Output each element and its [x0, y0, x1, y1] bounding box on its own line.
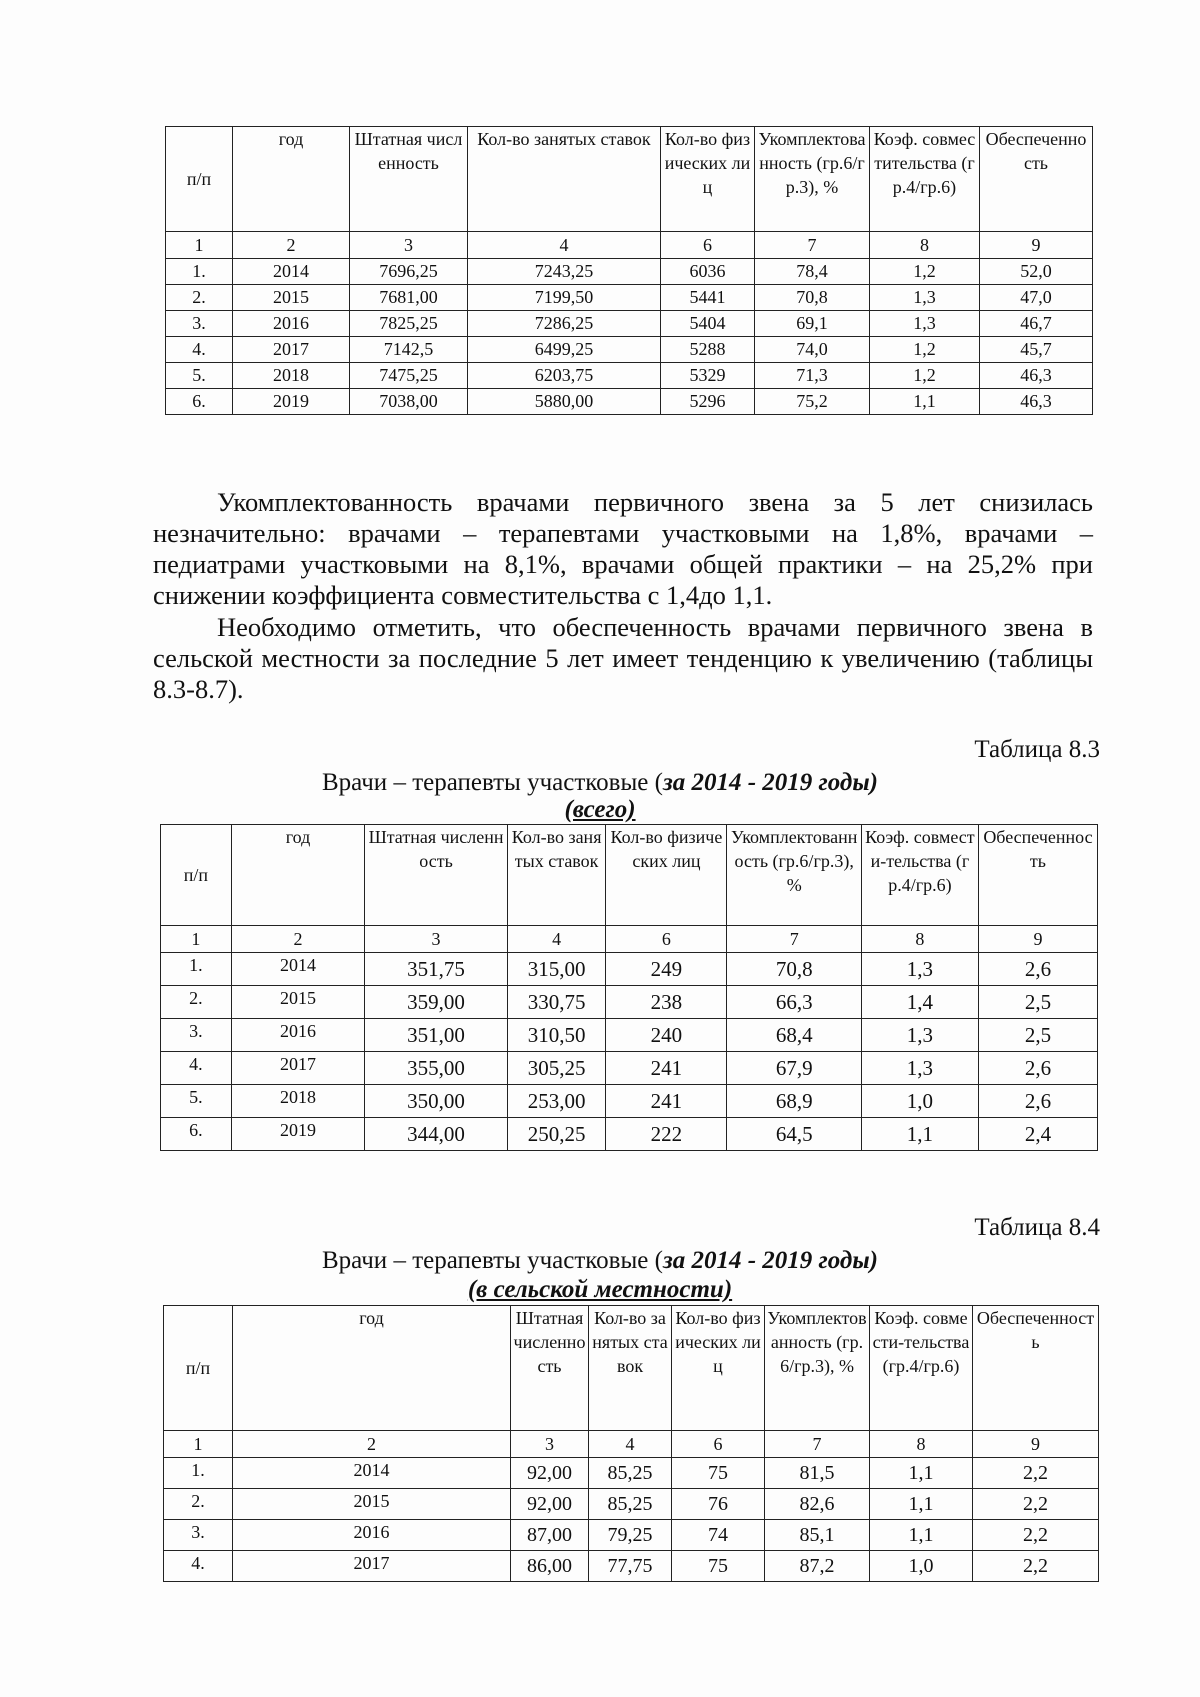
table-cell: 87,2: [765, 1551, 870, 1582]
table-cell: 240: [606, 1019, 727, 1052]
column-number: 6: [672, 1431, 765, 1458]
table-cell: 355,00: [365, 1052, 508, 1085]
table-cell: 70,8: [727, 953, 861, 986]
table-cell: 1,2: [870, 363, 980, 389]
column-number: 7: [755, 232, 870, 259]
column-number: 9: [973, 1431, 1099, 1458]
table-cell: 52,0: [980, 259, 1093, 285]
table-cell: 77,75: [589, 1551, 672, 1582]
table-cell: 74: [672, 1520, 765, 1551]
table-cell: 250,25: [507, 1118, 606, 1151]
header-cell: Обеспеченность: [978, 825, 1097, 926]
table-row: [161, 1019, 1098, 1052]
column-number: 2: [231, 926, 364, 953]
table-cell: 2,2: [973, 1520, 1099, 1551]
table-row: [166, 285, 1093, 311]
column-number: 1: [164, 1431, 233, 1458]
table-cell: 85,25: [589, 1458, 672, 1489]
table-cell: 7038,00: [350, 389, 468, 415]
header-cell: Укомплектованность (гр.6/гр.3), %: [755, 127, 870, 232]
table-cell: 2019: [233, 389, 350, 415]
table-cell: 2017: [233, 337, 350, 363]
table-cell: 238: [606, 986, 727, 1019]
table-cell: 7681,00: [350, 285, 468, 311]
table-cell: 3.: [164, 1520, 233, 1551]
column-number: 7: [765, 1431, 870, 1458]
column-number: 1: [161, 926, 232, 953]
table-row: [161, 1085, 1098, 1118]
table-cell: 241: [606, 1052, 727, 1085]
table-title: [0, 768, 1200, 798]
table-cell: 1,1: [870, 389, 980, 415]
table-cell: 64,5: [727, 1118, 861, 1151]
table-cell: 2,5: [978, 1019, 1097, 1052]
column-number: 9: [980, 232, 1093, 259]
table-cell: 2,5: [978, 986, 1097, 1019]
column-number-row: [164, 1431, 1099, 1458]
table-row: [166, 363, 1093, 389]
table-cell: 7286,25: [468, 311, 661, 337]
column-number-row: [166, 232, 1093, 259]
column-number: 8: [870, 1431, 973, 1458]
table-cell: 78,4: [755, 259, 870, 285]
column-number: 3: [511, 1431, 589, 1458]
table-cell: 1,1: [870, 1520, 973, 1551]
header-cell: Коэф. совместительства (гр.4/гр.6): [870, 127, 980, 232]
header-cell: Штатная численность: [365, 825, 508, 926]
table-cell: 92,00: [511, 1458, 589, 1489]
table-cell: 1,1: [870, 1489, 973, 1520]
table-cell: 249: [606, 953, 727, 986]
table-cell: 5329: [661, 363, 755, 389]
table-cell: 7243,25: [468, 259, 661, 285]
table-title-period: за 2014 - 2019 годы): [662, 769, 879, 796]
table-cell: 1.: [164, 1458, 233, 1489]
table-cell: 1,0: [861, 1085, 978, 1118]
table-cell: 6036: [661, 259, 755, 285]
table-row: [161, 1118, 1098, 1151]
table-cell: 1,2: [870, 337, 980, 363]
table-row: [164, 1458, 1099, 1489]
table-cell: 2,6: [978, 953, 1097, 986]
table-cell: 222: [606, 1118, 727, 1151]
table-cell: 6203,75: [468, 363, 661, 389]
table-cell: 79,25: [589, 1520, 672, 1551]
table-cell: 2017: [231, 1052, 364, 1085]
header-cell: год: [233, 1306, 511, 1431]
table-cell: 66,3: [727, 986, 861, 1019]
column-number: 1: [166, 232, 233, 259]
table-cell: 7825,25: [350, 311, 468, 337]
table-cell: 76: [672, 1489, 765, 1520]
table-cell: 87,00: [511, 1520, 589, 1551]
table-cell: 7142,5: [350, 337, 468, 363]
table-cell: 67,9: [727, 1052, 861, 1085]
table-cell: 1,3: [861, 953, 978, 986]
header-cell: Кол-во физических лиц: [661, 127, 755, 232]
table-cell: 350,00: [365, 1085, 508, 1118]
column-number: 4: [589, 1431, 672, 1458]
table-cell: 1,4: [861, 986, 978, 1019]
table-cell: 1.: [161, 953, 232, 986]
table-cell: 2015: [233, 1489, 511, 1520]
table-cell: 305,25: [507, 1052, 606, 1085]
table-cell: 4.: [164, 1551, 233, 1582]
table-cell: 5288: [661, 337, 755, 363]
table-title: [0, 1246, 1200, 1276]
column-number: 7: [727, 926, 861, 953]
column-number: 8: [870, 232, 980, 259]
column-number: 3: [350, 232, 468, 259]
table-cell: 81,5: [765, 1458, 870, 1489]
table-cell: 69,1: [755, 311, 870, 337]
table-cell: 46,3: [980, 363, 1093, 389]
header-cell: Штатная численность: [350, 127, 468, 232]
header-cell: Кол-во физических лиц: [672, 1306, 765, 1431]
header-cell: Коэф. совмести-тельства (гр.4/гр.6): [861, 825, 978, 926]
table-cell: 5441: [661, 285, 755, 311]
table-header-row: [164, 1306, 1099, 1431]
table-cell: 71,3: [755, 363, 870, 389]
table-cell: 47,0: [980, 285, 1093, 311]
staffing-table-total: [165, 126, 1093, 415]
header-cell: Кол-во занятых ставок: [507, 825, 606, 926]
table-cell: 5.: [166, 363, 233, 389]
table-cell: 86,00: [511, 1551, 589, 1582]
therapists-table-rural: [163, 1305, 1099, 1582]
table-cell: 3.: [166, 311, 233, 337]
table-title-text: Врачи – терапевты участковые (: [321, 1247, 663, 1274]
table-cell: 1,3: [861, 1052, 978, 1085]
table-row: [166, 337, 1093, 363]
table-cell: 2,4: [978, 1118, 1097, 1151]
table-cell: 68,9: [727, 1085, 861, 1118]
header-cell: п/п: [164, 1306, 233, 1431]
table-cell: 4.: [161, 1052, 232, 1085]
table-cell: 241: [606, 1085, 727, 1118]
table-cell: 75: [672, 1458, 765, 1489]
table-subtitle: (в сельской местности): [467, 1276, 733, 1303]
header-cell: Обеспеченность: [973, 1306, 1099, 1431]
table-cell: 46,3: [980, 389, 1093, 415]
table-cell: 1.: [166, 259, 233, 285]
table-title-text: Врачи – терапевты участковые (: [321, 769, 663, 796]
table-row: [164, 1520, 1099, 1551]
table-cell: 2.: [166, 285, 233, 311]
table-cell: 1,3: [861, 1019, 978, 1052]
header-cell: год: [231, 825, 364, 926]
paragraph-rural: Необходимо отметить, что обеспеченность врачами первичного звена в сельской местности за последние 5 лет имеет тенденцию к увеличению (таблицы 8.3-8.7).: [153, 612, 1093, 704]
table-cell: 344,00: [365, 1118, 508, 1151]
table-row: [164, 1551, 1099, 1582]
table-cell: 1,3: [870, 285, 980, 311]
table-cell: 2017: [233, 1551, 511, 1582]
table-cell: 2,6: [978, 1085, 1097, 1118]
table-cell: 6499,25: [468, 337, 661, 363]
table-subtitle: (всего): [564, 796, 636, 823]
table-cell: 7696,25: [350, 259, 468, 285]
table-label: Таблица 8.4: [974, 1214, 1100, 1241]
table-label: Таблица 8.3: [974, 736, 1100, 763]
table-cell: 75,2: [755, 389, 870, 415]
table-row: [161, 953, 1098, 986]
table-row: [166, 311, 1093, 337]
table-cell: 253,00: [507, 1085, 606, 1118]
column-number: 2: [233, 232, 350, 259]
table-cell: 92,00: [511, 1489, 589, 1520]
column-number: 3: [365, 926, 508, 953]
table-cell: 5.: [161, 1085, 232, 1118]
table-cell: 2,2: [973, 1551, 1099, 1582]
table-row: [164, 1489, 1099, 1520]
table-cell: 75: [672, 1551, 765, 1582]
table-cell: 2014: [233, 259, 350, 285]
table-cell: 5296: [661, 389, 755, 415]
header-cell: Кол-во занятых ставок: [468, 127, 661, 232]
table-cell: 2018: [231, 1085, 364, 1118]
table-title-period: за 2014 - 2019 годы): [662, 1247, 879, 1274]
table-cell: 351,75: [365, 953, 508, 986]
header-cell: Штатная численность: [511, 1306, 589, 1431]
table-header-row: [161, 825, 1098, 926]
table-cell: 2,6: [978, 1052, 1097, 1085]
table-cell: 1,1: [870, 1458, 973, 1489]
table-cell: 4.: [166, 337, 233, 363]
table-cell: 2016: [231, 1019, 364, 1052]
column-number: 4: [507, 926, 606, 953]
header-cell: год: [233, 127, 350, 232]
header-cell: Кол-во занятых ставок: [589, 1306, 672, 1431]
table-row: [161, 1052, 1098, 1085]
table-cell: 6.: [166, 389, 233, 415]
table-cell: 7199,50: [468, 285, 661, 311]
table-cell: 2016: [233, 1520, 511, 1551]
table-cell: 82,6: [765, 1489, 870, 1520]
table-cell: 315,00: [507, 953, 606, 986]
table-cell: 2014: [231, 953, 364, 986]
column-number: 2: [233, 1431, 511, 1458]
table-cell: 1,2: [870, 259, 980, 285]
table-cell: 85,1: [765, 1520, 870, 1551]
table-cell: 2016: [233, 311, 350, 337]
table-row: [166, 259, 1093, 285]
header-cell: Укомплектованность (гр.6/гр.3), %: [727, 825, 861, 926]
table-cell: 359,00: [365, 986, 508, 1019]
table-cell: 2014: [233, 1458, 511, 1489]
table-cell: 5404: [661, 311, 755, 337]
table-cell: 1,1: [861, 1118, 978, 1151]
column-number: 4: [468, 232, 661, 259]
header-cell: Обеспеченность: [980, 127, 1093, 232]
table-cell: 2019: [231, 1118, 364, 1151]
table-cell: 1,3: [870, 311, 980, 337]
table-row: [161, 986, 1098, 1019]
table-cell: 330,75: [507, 986, 606, 1019]
column-number-row: [161, 926, 1098, 953]
table-cell: 351,00: [365, 1019, 508, 1052]
table-cell: 46,7: [980, 311, 1093, 337]
table-cell: 2015: [231, 986, 364, 1019]
table-cell: 70,8: [755, 285, 870, 311]
table-cell: 85,25: [589, 1489, 672, 1520]
table-cell: 2018: [233, 363, 350, 389]
table-cell: 74,0: [755, 337, 870, 363]
table-cell: 2,2: [973, 1489, 1099, 1520]
table-cell: 7475,25: [350, 363, 468, 389]
column-number: 8: [861, 926, 978, 953]
table-cell: 6.: [161, 1118, 232, 1151]
column-number: 9: [978, 926, 1097, 953]
table-cell: 68,4: [727, 1019, 861, 1052]
therapists-table-total: [160, 824, 1098, 1151]
table-cell: 1,0: [870, 1551, 973, 1582]
paragraph-staffing: Укомплектованность врачами первичного звена за 5 лет снизилась незначительно: врачами – терапевтами участковыми на 1,8%, врачами – педиатрами участковыми на 8,1%, врачами общей практики – на 25,2% при снижении коэффициента совместительства с 1,4до 1,1.: [153, 487, 1093, 610]
table-cell: 2015: [233, 285, 350, 311]
header-cell: Коэф. совмести-тельства (гр.4/гр.6): [870, 1306, 973, 1431]
header-cell: п/п: [166, 127, 233, 232]
table-cell: 310,50: [507, 1019, 606, 1052]
header-cell: Кол-во физических лиц: [606, 825, 727, 926]
header-cell: Укомплектованность (гр.6/гр.3), %: [765, 1306, 870, 1431]
table-cell: 3.: [161, 1019, 232, 1052]
table-cell: 5880,00: [468, 389, 661, 415]
table-row: [166, 389, 1093, 415]
table-cell: 45,7: [980, 337, 1093, 363]
header-cell: п/п: [161, 825, 232, 926]
table-cell: 2.: [161, 986, 232, 1019]
column-number: 6: [661, 232, 755, 259]
table-header-row: [166, 127, 1093, 232]
column-number: 6: [606, 926, 727, 953]
table-cell: 2,2: [973, 1458, 1099, 1489]
table-cell: 2.: [164, 1489, 233, 1520]
